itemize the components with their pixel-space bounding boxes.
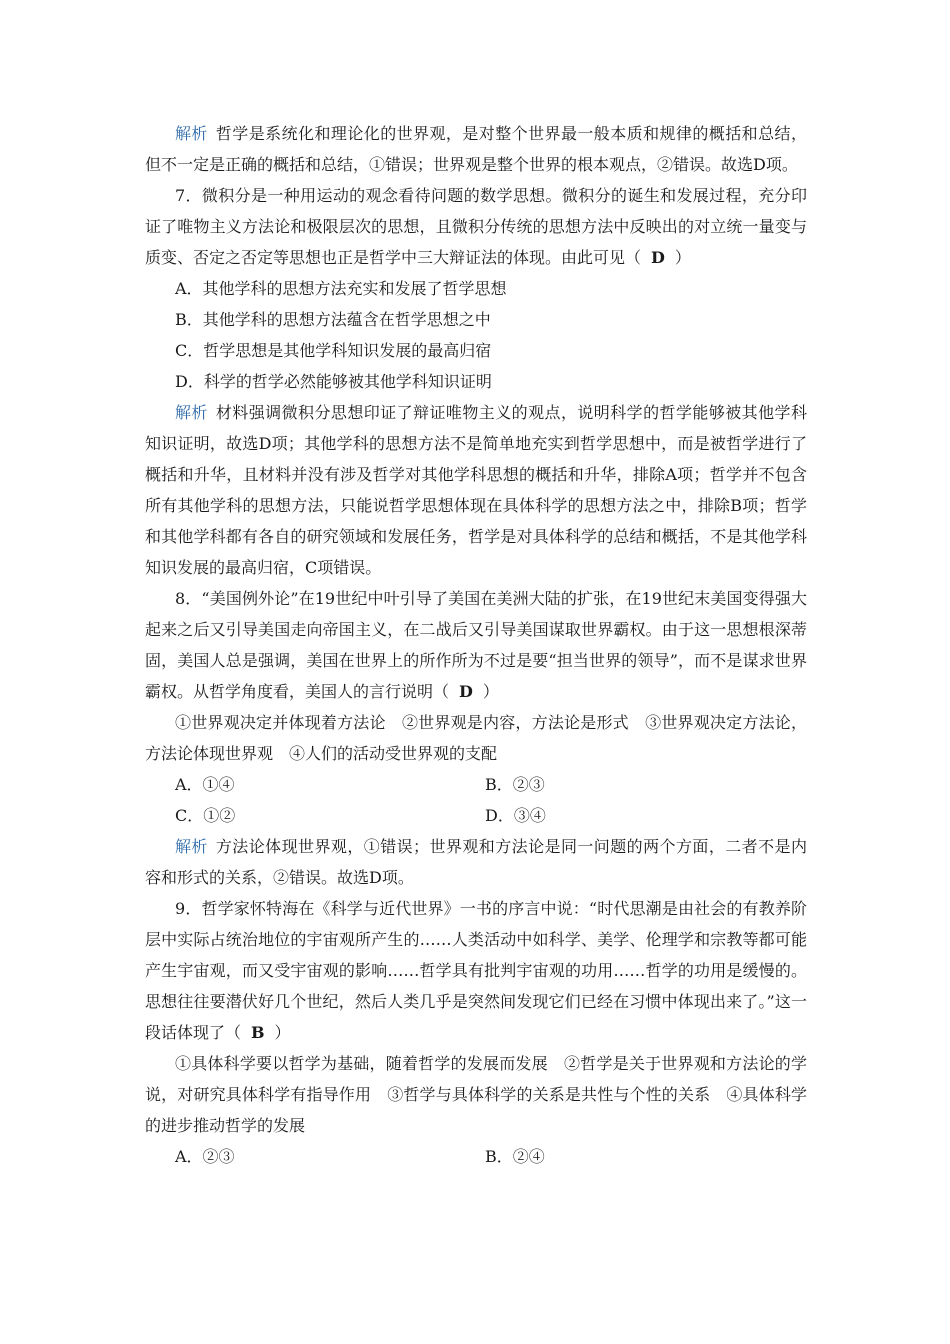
analysis-label: 解析 bbox=[175, 403, 208, 422]
q8-stem-text: 8．“美国例外论”在19世纪中叶引导了美国在美洲大陆的扩张，在19世纪末美国变得强大起来之后又引导美国走向帝国主义，在二战后又引导美国谋取世界霸权。由于这一思想根深蒂固，美国人总是强调，美国在世界上的所作所为不过是要“担当世界的领导”，而不是谋求世界霸权。从哲学角度看，美国人的言行说明（ bbox=[145, 589, 807, 701]
q7-stem bbox=[145, 180, 807, 273]
q7-analysis bbox=[145, 397, 807, 583]
q8-statements: ①世界观决定并体现着方法论 ②世界观是内容，方法论是形式 ③世界观决定方法论，方法论体现世界观 ④人们的活动受世界观的支配 bbox=[145, 713, 807, 763]
q9-stem-close: ） bbox=[274, 1023, 291, 1042]
q7-option-a: A．其他学科的思想方法充实和发展了哲学思想 bbox=[175, 279, 507, 298]
q6-analysis bbox=[145, 118, 807, 180]
q7-stem-close: ） bbox=[674, 248, 691, 267]
q8-option-c: C．①② bbox=[175, 806, 236, 825]
q8-option-a: A．①④ bbox=[175, 775, 235, 794]
analysis-label: 解析 bbox=[175, 837, 208, 856]
q9-answer: B bbox=[251, 1023, 265, 1042]
q9-statements: ①具体科学要以哲学为基础，随着哲学的发展而发展 ②哲学是关于世界观和方法论的学说，对研究具体科学有指导作用 ③哲学与具体科学的关系是共性与个性的关系 ④具体科学的进步推动哲学的发展 bbox=[145, 1054, 807, 1135]
analysis-label: 解析 bbox=[175, 124, 208, 143]
q7-option-c: C．哲学思想是其他学科知识发展的最高归宿 bbox=[175, 341, 492, 360]
q8-option-b: B．②③ bbox=[485, 775, 545, 794]
q8-stem bbox=[145, 583, 807, 707]
q9-option-a: A．②③ bbox=[175, 1147, 235, 1166]
q7-answer: D bbox=[651, 248, 665, 267]
q8-options-row-1 bbox=[145, 769, 807, 800]
q8-answer: D bbox=[459, 682, 473, 701]
q9-options-row-1 bbox=[145, 1141, 807, 1172]
q8-option-d: D．③④ bbox=[485, 806, 546, 825]
document-page bbox=[145, 118, 807, 1172]
q8-analysis-text: 方法论体现世界观，①错误；世界观和方法论是同一问题的两个方面，二者不是内容和形式的关系，②错误。故选D项。 bbox=[145, 837, 807, 887]
q9-stem bbox=[145, 893, 807, 1048]
q7-analysis-text: 材料强调微积分思想印证了辩证唯物主义的观点，说明科学的哲学能够被其他学科知识证明，故选D项；其他学科的思想方法不是简单地充实到哲学思想中，而是被哲学进行了概括和升华，且材料并没有涉及哲学对其他学科思想的概括和升华，排除A项；哲学并不包含所有其他学科的思想方法，只能说哲学思想体现在具体科学的思想方法之中，排除B项；哲学和其他学科都有各自的研究领域和发展任务，哲学是对具体科学的总结和概括，不是其他学科知识发展的最高归宿，C项错误。 bbox=[145, 403, 807, 577]
q7-stem-text: 7．微积分是一种用运动的观念看待问题的数学思想。微积分的诞生和发展过程，充分印证了唯物主义方法论和极限层次的思想，且微积分传统的思想方法中反映出的对立统一量变与质变、否定之否定等思想也正是哲学中三大辩证法的体现。由此可见（ bbox=[145, 186, 807, 267]
q8-stem-close: ） bbox=[482, 682, 499, 701]
q9-stem-text: 9．哲学家怀特海在《科学与近代世界》一书的序言中说：“时代思潮是由社会的有教养阶层中实际占统治地位的宇宙观所产生的……人类活动中如科学、美学、伦理学和宗教等都可能产生宇宙观，而又受宇宙观的影响……哲学具有批判宇宙观的功用……哲学的功用是缓慢的。思想往往要潜伏好几个世纪，然后人类几乎是突然间发现它们已经在习惯中体现出来了。”这一段话体现了（ bbox=[145, 899, 807, 1042]
q8-analysis bbox=[145, 831, 807, 893]
q6-analysis-text: 哲学是系统化和理论化的世界观，是对整个世界最一般本质和规律的概括和总结，但不一定是正确的概括和总结，①错误；世界观是整个世界的根本观点，②错误。故选D项。 bbox=[145, 124, 807, 174]
q9-option-b: B．②④ bbox=[485, 1147, 545, 1166]
q8-options-row-2 bbox=[145, 800, 807, 831]
q7-option-b: B．其他学科的思想方法蕴含在哲学思想之中 bbox=[175, 310, 491, 329]
q7-option-d: D．科学的哲学必然能够被其他学科知识证明 bbox=[175, 372, 492, 391]
